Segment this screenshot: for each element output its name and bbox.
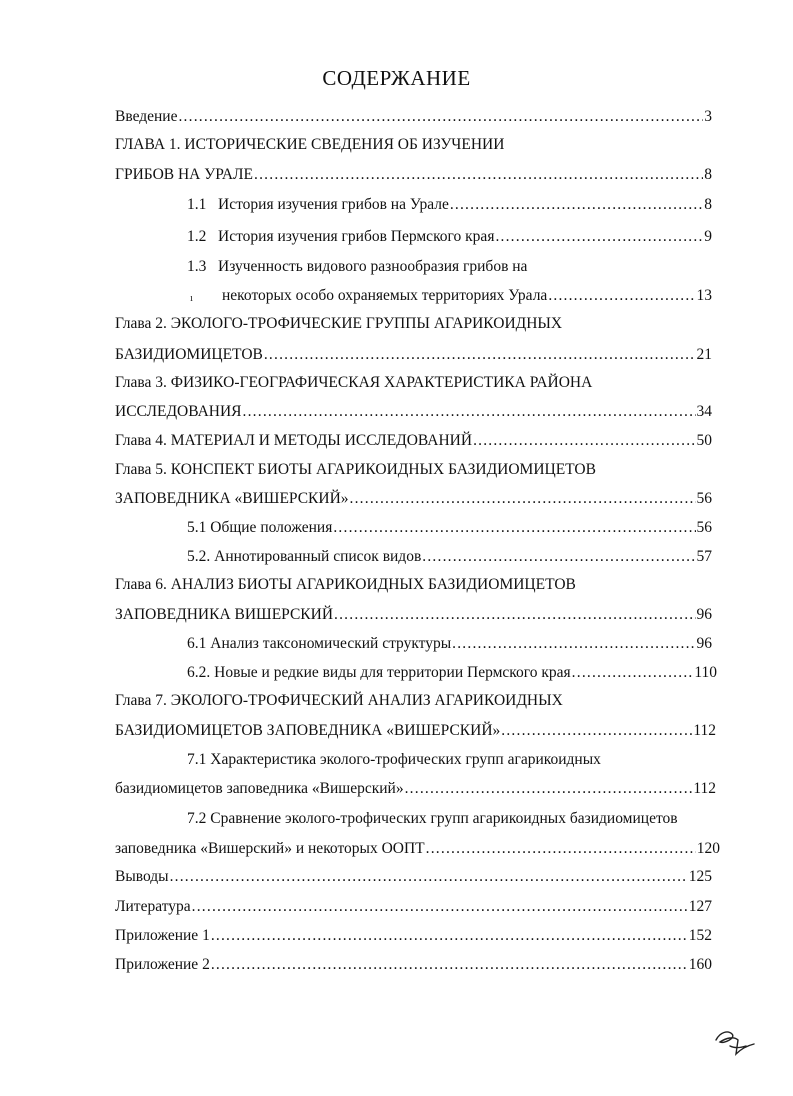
toc-entry-chapter-2-line-1 <box>115 313 712 335</box>
leader-dots <box>350 488 696 510</box>
toc-entry-text: 5.1 Общие положения <box>187 519 333 536</box>
toc-entry-text: ИССЛЕДОВАНИЯ <box>115 403 242 420</box>
toc-entry-page: 96 <box>696 635 712 652</box>
toc-entry-page: 21 <box>696 346 712 363</box>
toc-entry-page: 3 <box>704 108 712 125</box>
toc-entry-text: БАЗИДИОМИЦЕТОВ ЗАПОВЕДНИКА «ВИШЕРСКИЙ» <box>115 722 501 739</box>
toc-entry-text: Глава 5. КОНСПЕКТ БИОТЫ АГАРИКОИДНЫХ БАЗИДИОМИЦЕТОВ <box>115 461 596 478</box>
leader-dots <box>426 838 696 860</box>
toc-entry-text: Приложение 2 <box>115 956 210 973</box>
stray-mark: ı <box>190 292 194 304</box>
toc-entry-chapter-1-line-2 <box>115 164 712 186</box>
toc-entry-text: 1.2 История изучения грибов Пермского края <box>187 228 495 245</box>
toc-entry-page: 96 <box>696 606 712 623</box>
toc-entry-7-2-line-1 <box>187 808 747 830</box>
leader-dots <box>254 164 703 186</box>
leader-dots <box>178 106 703 128</box>
page-title: СОДЕРЖАНИЕ <box>322 66 471 90</box>
toc-entry-text: 6.1 Анализ таксономический структуры <box>187 635 452 652</box>
toc-entry-text: 1.3 Изученность видового разнообразия грибов на <box>187 258 528 275</box>
toc-entry-7-1-line-2 <box>115 778 716 800</box>
toc-entry-text: 7.1 Характеристика эколого-трофических групп агарикоидных <box>187 751 601 768</box>
signature-mark <box>710 1020 760 1060</box>
toc-entry-appendix-2 <box>115 954 712 976</box>
toc-entry-text: заповедника «Вишерский» и некоторых ООПТ <box>115 840 425 857</box>
toc-entry-chapter-5-line-1 <box>115 459 712 481</box>
toc-entry-1-3-line-1 <box>187 256 712 278</box>
toc-entry-page: 56 <box>696 519 712 536</box>
toc-entry-5-2 <box>187 546 712 568</box>
toc-entry-page: 57 <box>696 548 712 565</box>
toc-entry-text: 6.2. Новые и редкие виды для территории Пермского края <box>187 664 571 681</box>
leader-dots <box>450 194 703 216</box>
toc-entry-1-3-line-2 <box>222 285 712 307</box>
toc-entry-7-2-line-2 <box>115 838 720 860</box>
leader-dots <box>548 285 695 307</box>
toc-entry-text: ЗАПОВЕДНИКА «ВИШЕРСКИЙ» <box>115 490 349 507</box>
toc-entry-conclusions <box>115 866 712 888</box>
toc-entry-text: 5.2. Аннотированный список видов <box>187 548 422 565</box>
toc-entry-page: 13 <box>696 287 712 304</box>
toc-entry-text: Глава 2. ЭКОЛОГО-ТРОФИЧЕСКИЕ ГРУППЫ АГАРИКОИДНЫХ <box>115 315 563 332</box>
leader-dots <box>192 896 688 918</box>
toc-entry-page: 152 <box>688 927 712 944</box>
toc-entry-text: ГРИБОВ НА УРАЛЕ <box>115 166 254 183</box>
toc-entry-page: 127 <box>688 898 712 915</box>
toc-entry-chapter-2-line-2 <box>115 344 712 366</box>
leader-dots <box>211 954 688 976</box>
toc-entry-page: 120 <box>696 840 720 857</box>
toc-entry-text: Глава 3. ФИЗИКО-ГЕОГРАФИЧЕСКАЯ ХАРАКТЕРИСТИКА РАЙОНА <box>115 374 593 391</box>
toc-entry-chapter-6-line-2 <box>115 604 712 626</box>
toc-entry-introduction <box>115 106 712 128</box>
leader-dots <box>473 430 695 452</box>
toc-entry-text: Введение <box>115 108 178 125</box>
leader-dots <box>243 401 696 423</box>
leader-dots <box>495 226 703 248</box>
toc-entry-chapter-7-line-2 <box>115 720 716 742</box>
toc-entry-page: 8 <box>704 166 712 183</box>
leader-dots <box>422 546 695 568</box>
toc-entry-text: ЗАПОВЕДНИКА ВИШЕРСКИЙ <box>115 606 334 623</box>
toc-entry-text: БАЗИДИОМИЦЕТОВ <box>115 346 263 363</box>
toc-entry-text: Приложение 1 <box>115 927 210 944</box>
leader-dots <box>572 662 694 684</box>
toc-entry-page: 9 <box>704 228 712 245</box>
toc-entry-text: Выводы <box>115 868 169 885</box>
toc-entry-page: 125 <box>688 868 712 885</box>
toc-entry-text: Глава 7. ЭКОЛОГО-ТРОФИЧЕСКИЙ АНАЛИЗ АГАРИКОИДНЫХ <box>115 692 563 709</box>
toc-entry-1-2 <box>187 226 712 248</box>
leader-dots <box>334 604 695 626</box>
toc-entry-literature <box>115 896 712 918</box>
toc-entry-chapter-4 <box>115 430 712 452</box>
leader-dots <box>264 344 696 366</box>
toc-entry-text: 1.1 История изучения грибов на Урале <box>187 196 449 213</box>
toc-entry-chapter-6-line-1 <box>115 574 712 596</box>
toc-entry-page: 50 <box>696 432 712 449</box>
toc-entry-chapter-5-line-2 <box>115 488 712 510</box>
toc-entry-1-1 <box>187 194 712 216</box>
toc-entry-text: Глава 4. МАТЕРИАЛ И МЕТОДЫ ИССЛЕДОВАНИЙ <box>115 432 473 449</box>
toc-entry-page: 56 <box>696 490 712 507</box>
toc-entry-text: 7.2 Сравнение эколого-трофических групп агарикоидных базидиомицетов <box>187 810 678 827</box>
toc-entry-5-1 <box>187 517 712 539</box>
toc-entry-6-2 <box>187 662 717 684</box>
toc-entry-chapter-3-line-1 <box>115 372 712 394</box>
toc-entry-text: базидиомицетов заповедника «Вишерский» <box>115 780 404 797</box>
toc-entry-chapter-3-line-2 <box>115 401 712 423</box>
toc-entry-page: 160 <box>688 956 712 973</box>
toc-entry-appendix-1 <box>115 925 712 947</box>
leader-dots <box>405 778 693 800</box>
leader-dots <box>452 633 695 655</box>
toc-entry-text: ГЛАВА 1. ИСТОРИЧЕСКИЕ СВЕДЕНИЯ ОБ ИЗУЧЕНИИ <box>115 136 505 153</box>
toc-entry-text: некоторых особо охраняемых территориях Урала <box>222 287 548 304</box>
toc-entry-page: 34 <box>696 403 712 420</box>
leader-dots <box>333 517 695 539</box>
leader-dots <box>170 866 688 888</box>
leader-dots <box>211 925 688 947</box>
leader-dots <box>501 720 692 742</box>
toc-entry-6-1 <box>187 633 712 655</box>
toc-entry-page: 8 <box>704 196 712 213</box>
toc-entry-page: 110 <box>694 664 717 681</box>
toc-entry-text: Литература <box>115 898 191 915</box>
toc-entry-7-1-line-1 <box>187 749 712 771</box>
toc-entry-page: 112 <box>693 722 716 739</box>
toc-entry-chapter-7-line-1 <box>115 690 712 712</box>
toc-entry-chapter-1-line-1 <box>115 134 712 156</box>
toc-entry-page: 112 <box>693 780 716 797</box>
toc-entry-text: Глава 6. АНАЛИЗ БИОТЫ АГАРИКОИДНЫХ БАЗИДИОМИЦЕТОВ <box>115 576 576 593</box>
